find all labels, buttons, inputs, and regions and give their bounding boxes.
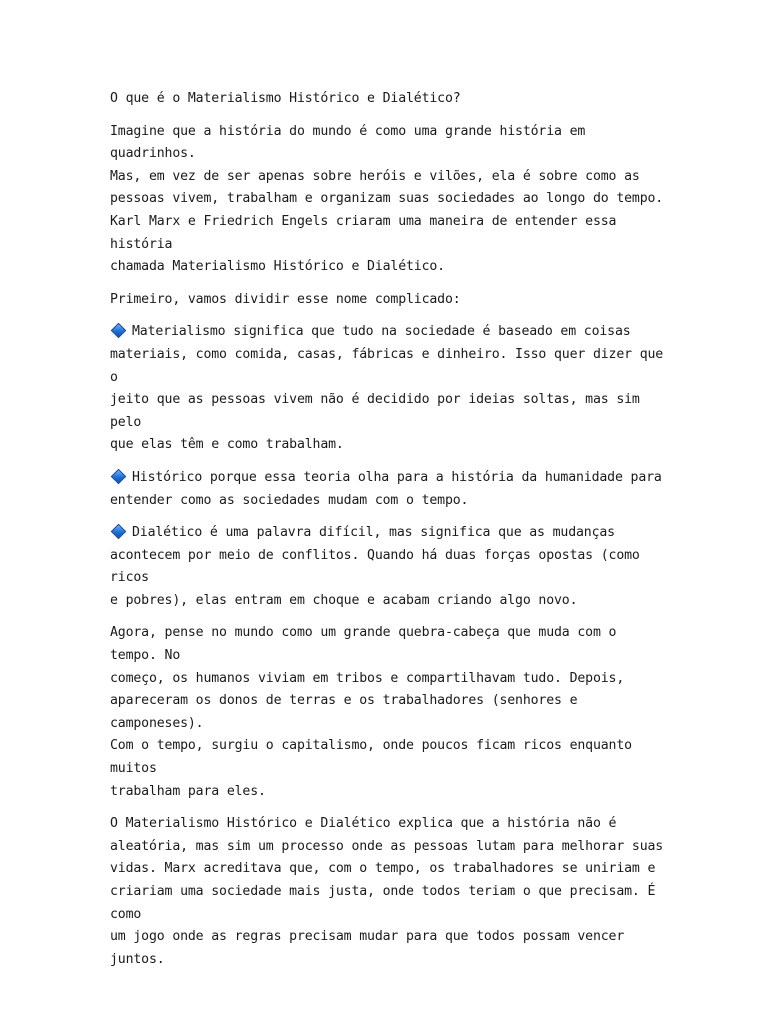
bullet-text: Dialético é uma palavra difícil, mas significa que as mudanças acontecem por meio de conflitos. Quando há duas forças opostas (como ricos e pobres), elas entram em choque e acabam criando algo novo. <box>110 525 640 608</box>
bullet-text: Histórico porque essa teoria olha para a história da humanidade para entender como as sociedades mudam com o tempo. <box>110 469 662 508</box>
world-paragraph: Agora, pense no mundo como um grande quebra-cabeça que muda com o tempo. No começo, os humanos viviam em tribos e compartilhavam tudo. Depois, apareceram os donos de terras e os trabalhadores (senhores e camponeses). Com o tempo, surgiu o capitalismo, onde poucos ficam ricos enquanto muitos trabalham para eles. <box>110 625 632 799</box>
bullet-historico <box>110 467 670 512</box>
bullet-dialetico <box>110 522 670 612</box>
bullet-text: Materialismo significa que tudo na sociedade é baseado em coisas materiais, como comida, casas, fábricas e dinheiro. Isso quer dizer que o jeito que as pessoas vivem não é decidido por ideias soltas, mas sim pelo que elas têm e como trabalham. <box>110 324 664 453</box>
lead-paragraph: Primeiro, vamos dividir esse nome complicado: <box>110 291 461 307</box>
blue-diamond-icon <box>111 469 127 485</box>
bullet-materialismo <box>110 321 670 457</box>
conclusion-paragraph: O Materialismo Histórico e Dialético explica que a história não é aleatória, mas sim um processo onde as pessoas lutam para melhorar suas vidas. Marx acreditava que, com o tempo, os trabalhadores se uniriam e criariam uma sociedade mais justa, onde todos teriam o que precisam. É como um jogo onde as regras precisam mudar para que todos possam vencer juntos. <box>110 816 664 967</box>
blue-diamond-icon <box>111 524 127 540</box>
document-page <box>110 88 670 981</box>
intro-paragraph: Imagine que a história do mundo é como uma grande história em quadrinhos. Mas, em vez de ser apenas sobre heróis e vilões, ela é sobre como as pessoas vivem, trabalham e organizam suas sociedades ao longo do tempo. Karl Marx e Friedrich Engels criaram uma maneira de entender essa história chamada Materialismo Histórico e Dialético. <box>110 123 664 275</box>
document-title: O que é o Materialismo Histórico e Dialético? <box>110 91 461 106</box>
blue-diamond-icon <box>111 323 127 339</box>
